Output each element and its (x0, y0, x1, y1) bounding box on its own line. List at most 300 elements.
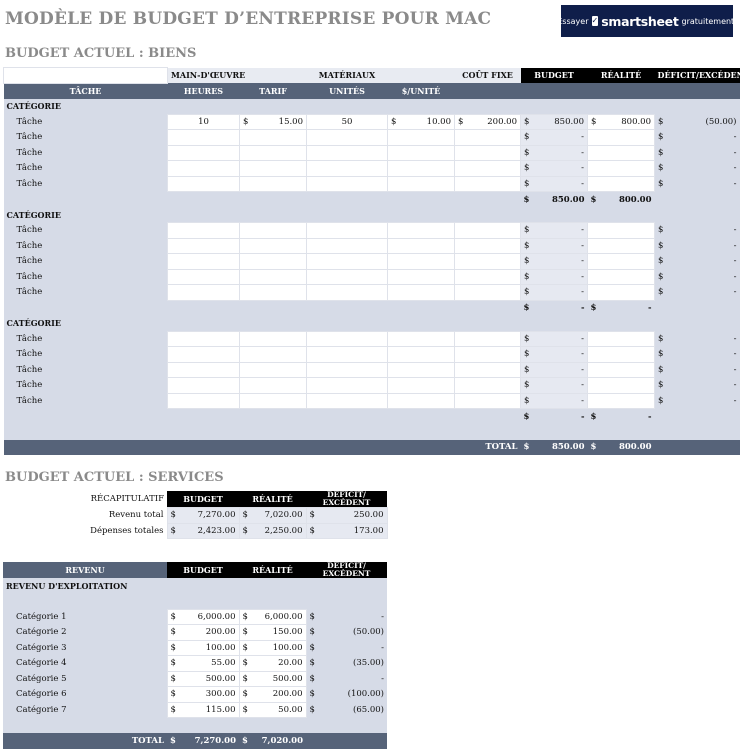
per-unit-cell[interactable] (388, 269, 455, 285)
fixed-cost-cell[interactable] (455, 254, 521, 270)
revenue-budget-header (167, 562, 239, 578)
fixed-cost-label: COÛT FIXE (462, 70, 513, 81)
per-unit-cell[interactable] (388, 285, 455, 301)
currency-symbol: $ (242, 673, 248, 684)
per-unit-col-label: $/UNITÉ (401, 85, 441, 96)
fixed-cost-cell[interactable] (455, 176, 521, 192)
task-row-label (4, 161, 168, 177)
services-section-title: BUDGET ACTUEL : SERVICES (5, 470, 224, 485)
task-label: Tâche (16, 178, 43, 189)
dash: - (733, 395, 737, 406)
dash: - (733, 240, 737, 251)
header-fill (588, 83, 655, 99)
subtotal-fill (240, 409, 307, 425)
currency-symbol: $ (524, 395, 530, 406)
spacer-fill (521, 424, 588, 440)
per-unit-cell[interactable] (388, 114, 455, 130)
revenue-budget-cell[interactable] (167, 640, 239, 656)
dash: - (733, 225, 737, 236)
summary-row-label: Dépenses totales (90, 525, 164, 536)
currency-symbol: $ (524, 256, 530, 267)
rev-deficit-value: (50.00) (353, 627, 384, 638)
currency-symbol: $ (309, 673, 315, 684)
summary-row-label: Revenu total (108, 510, 164, 521)
dash: - (733, 132, 737, 143)
revenue-actual-cell[interactable] (239, 656, 306, 672)
fixed-cost-value: 200.00 (487, 116, 517, 127)
currency-symbol: $ (309, 642, 315, 653)
dash: - (581, 147, 584, 158)
per-unit-cell[interactable] (388, 161, 455, 177)
rev-budget-value: 500.00 (205, 673, 236, 684)
units-cell[interactable] (307, 130, 388, 146)
rate-cell[interactable] (240, 238, 307, 254)
actual-cell[interactable] (588, 269, 655, 285)
fixed-cost-cell[interactable] (455, 269, 521, 285)
section-fill (306, 578, 387, 594)
spacer-fill (239, 594, 306, 610)
total-actual (588, 440, 655, 456)
dash: - (733, 333, 737, 344)
currency-symbol: $ (243, 116, 249, 127)
fixed-cost-cell[interactable] (455, 331, 521, 347)
subtotal-fill (168, 192, 240, 208)
dash: - (581, 333, 584, 344)
task-label: Tâche (16, 225, 43, 236)
budget-cell (521, 347, 588, 363)
currency-symbol: $ (391, 116, 397, 127)
currency-symbol: $ (309, 611, 315, 622)
revenue-row-label (3, 671, 167, 687)
task-row-label (4, 331, 168, 347)
fixed-cost-cell[interactable] (455, 223, 521, 239)
revenue-row-label: Catégorie 5 (16, 673, 67, 684)
budget-label: BUDGET (534, 70, 574, 81)
summary-label: RÉCAPITULATIF (90, 494, 164, 505)
category-fill (307, 316, 388, 332)
currency-symbol: $ (242, 611, 248, 622)
summary-budget-value: 7,270.00 (197, 510, 236, 521)
currency-symbol: $ (242, 510, 248, 521)
fixed-cost-cell[interactable] (455, 114, 521, 130)
rate-cell[interactable] (240, 254, 307, 270)
actual-cell[interactable] (588, 161, 655, 177)
labor-group-label: MAIN-D'ŒUVRE (171, 70, 246, 81)
currency-symbol: $ (658, 163, 664, 174)
fixed-cost-cell[interactable] (455, 285, 521, 301)
task-label: Tâche (16, 271, 43, 282)
revenue-budget-cell[interactable] (167, 702, 239, 718)
hours-cell[interactable] (168, 176, 240, 192)
subtotal-fill (655, 192, 740, 208)
task-row-label (4, 145, 168, 161)
subtotal-fill (4, 300, 168, 316)
revenue-deficit-cell (306, 656, 387, 672)
currency-symbol: $ (170, 673, 176, 684)
dash: - (733, 364, 737, 375)
currency-symbol: $ (524, 116, 530, 127)
revenue-table (3, 562, 387, 749)
currency-symbol: $ (309, 627, 315, 638)
category-fill (588, 207, 655, 223)
revenue-actual-header (239, 562, 306, 578)
category-label: CATÉGORIE (6, 318, 61, 329)
hours-cell[interactable] (168, 393, 240, 409)
revenue-budget-cell[interactable] (167, 625, 239, 641)
units-cell[interactable] (307, 269, 388, 285)
currency-symbol: $ (524, 163, 530, 174)
task-row-label (4, 378, 168, 394)
hours-cell[interactable] (168, 362, 240, 378)
category-fill (240, 207, 307, 223)
rate-cell[interactable] (240, 362, 307, 378)
deficit-cell (655, 269, 740, 285)
summary-budget-value: 2,423.00 (197, 525, 236, 536)
category-fill (588, 316, 655, 332)
section-label: REVENU D'EXPLOITATION (6, 580, 128, 591)
rev-budget-value: 6,000.00 (197, 611, 236, 622)
revenue-row-label (3, 687, 167, 703)
task-label: Tâche (16, 240, 43, 251)
currency-symbol: $ (590, 411, 597, 422)
rev-total-budget-value: 7,270.00 (194, 735, 236, 746)
task-row-label (4, 285, 168, 301)
actual-cell[interactable] (588, 176, 655, 192)
per-unit-cell[interactable] (388, 362, 455, 378)
summary-actual-label: RÉALITÉ (252, 494, 293, 504)
per-unit-cell[interactable] (388, 347, 455, 363)
revenue-actual-cell[interactable] (239, 609, 306, 625)
category-fill (240, 316, 307, 332)
rev-actual-value: 100.00 (272, 642, 303, 653)
budget-cell (521, 176, 588, 192)
rev-deficit-value: - (381, 673, 384, 684)
spacer-fill (306, 718, 387, 734)
units-cell[interactable] (307, 223, 388, 239)
revenue-actual-cell[interactable] (239, 702, 306, 718)
units-cell[interactable] (307, 393, 388, 409)
rev-deficit-value: (100.00) (347, 689, 384, 700)
category-fill (455, 99, 521, 115)
rate-cell[interactable] (240, 269, 307, 285)
units-cell[interactable] (307, 114, 388, 130)
revenue-total-actual (239, 733, 306, 749)
revenue-budget-cell[interactable] (167, 687, 239, 703)
category-fill (455, 316, 521, 332)
revenue-actual-cell[interactable] (239, 687, 306, 703)
per-unit-cell[interactable] (388, 176, 455, 192)
revenue-section-header (3, 578, 167, 594)
rev-budget-value: 200.00 (205, 627, 236, 638)
units-cell[interactable] (307, 254, 388, 270)
actual-cell[interactable] (588, 114, 655, 130)
currency-symbol: $ (658, 287, 664, 298)
per-unit-cell[interactable] (388, 331, 455, 347)
fixed-cost-cell[interactable] (455, 393, 521, 409)
subtotal-fill (455, 192, 521, 208)
category-fill (521, 207, 588, 223)
currency-symbol: $ (658, 349, 664, 360)
fixed-cost-cell[interactable] (455, 362, 521, 378)
currency-symbol: $ (523, 194, 530, 205)
spacer-fill (455, 424, 521, 440)
units-cell[interactable] (307, 176, 388, 192)
goods-budget-table (3, 67, 750, 455)
revenue-row-label: Catégorie 6 (16, 689, 67, 700)
total-label-cell (455, 440, 521, 456)
units-value: 50 (341, 116, 353, 127)
total-fill (240, 440, 307, 456)
actual-cell[interactable] (588, 145, 655, 161)
task-label: Tâche (16, 116, 43, 127)
rate-cell[interactable] (240, 285, 307, 301)
summary-actual-value: 7,020.00 (264, 510, 303, 521)
total-budget (521, 440, 588, 456)
currency-symbol: $ (242, 704, 248, 715)
section-fill (239, 578, 306, 594)
currency-symbol: $ (242, 735, 248, 746)
category-fill (168, 207, 240, 223)
rate-cell[interactable] (240, 347, 307, 363)
subtotal-actual (588, 300, 655, 316)
hours-value: 10 (198, 116, 209, 127)
rate-cell[interactable] (240, 223, 307, 239)
banner-pre-text: Essayer (557, 16, 589, 26)
hours-cell[interactable] (168, 145, 240, 161)
header-fill (655, 83, 740, 99)
rate-col-label: TARIF (259, 85, 287, 96)
rev-actual-value: 6,000.00 (264, 611, 303, 622)
total-budget-value: 850.00 (551, 442, 585, 453)
task-label: Tâche (16, 333, 43, 344)
dash: - (733, 178, 737, 189)
hours-cell[interactable] (168, 269, 240, 285)
actual-header (588, 68, 655, 84)
revenue-row-label (3, 625, 167, 641)
spacer-fill (240, 424, 307, 440)
currency-symbol: $ (524, 132, 530, 143)
revenue-actual-cell[interactable] (239, 625, 306, 641)
budget-cell (521, 254, 588, 270)
units-col-label: UNITÉS (329, 85, 365, 96)
summary-row-label (3, 523, 167, 539)
subtotal-fill (388, 409, 455, 425)
spacer-fill (4, 424, 168, 440)
currency-symbol: $ (658, 271, 664, 282)
currency-symbol: $ (524, 240, 530, 251)
hours-cell[interactable] (168, 254, 240, 270)
currency-symbol: $ (170, 689, 176, 700)
units-cell[interactable] (307, 378, 388, 394)
revenue-budget-cell[interactable] (167, 671, 239, 687)
actual-cell[interactable] (588, 238, 655, 254)
page-title: MODÈLE DE BUDGET D’ENTREPRISE POUR MAC (5, 9, 492, 29)
rev-budget-value: 100.00 (205, 642, 236, 653)
per-unit-cell[interactable] (388, 145, 455, 161)
subtotal-fill (455, 409, 521, 425)
actual-cell[interactable] (588, 393, 655, 409)
deficit-cell (655, 238, 740, 254)
hours-cell[interactable] (168, 130, 240, 146)
currency-symbol: $ (658, 364, 664, 375)
task-label: Tâche (16, 147, 43, 158)
actual-cell[interactable] (588, 254, 655, 270)
currency-symbol: $ (309, 525, 315, 536)
rate-cell[interactable] (240, 130, 307, 146)
deficit-cell (655, 223, 740, 239)
dash: - (581, 380, 584, 391)
task-row-label (4, 254, 168, 270)
banner-post-text: gratuitement. (681, 16, 737, 26)
units-cell[interactable] (307, 331, 388, 347)
units-cell[interactable] (307, 238, 388, 254)
rate-cell[interactable] (240, 331, 307, 347)
rate-cell[interactable] (240, 393, 307, 409)
rate-cell[interactable] (240, 161, 307, 177)
currency-symbol: $ (523, 303, 530, 313)
spacer-fill (167, 718, 239, 734)
summary-budget-label: BUDGET (183, 494, 223, 504)
task-label: Tâche (16, 395, 43, 406)
category-fill (307, 207, 388, 223)
hours-cell[interactable] (168, 378, 240, 394)
revenue-budget-cell[interactable] (167, 609, 239, 625)
currency-symbol: $ (242, 658, 248, 669)
currency-symbol: $ (524, 364, 530, 375)
summary-title (3, 491, 167, 508)
rate-cell[interactable] (240, 145, 307, 161)
actual-cell[interactable] (588, 130, 655, 146)
per-unit-cell[interactable] (388, 130, 455, 146)
actual-cell[interactable] (588, 378, 655, 394)
budget-cell (521, 378, 588, 394)
per-unit-cell[interactable] (388, 254, 455, 270)
actual-cell[interactable] (588, 347, 655, 363)
deficit-cell (655, 145, 740, 161)
spacer-fill (588, 424, 655, 440)
hours-cell[interactable] (168, 161, 240, 177)
deficit-cell (655, 331, 740, 347)
currency-symbol: $ (170, 704, 176, 715)
per-unit-cell[interactable] (388, 223, 455, 239)
per-unit-cell[interactable] (388, 238, 455, 254)
task-label: Tâche (16, 256, 43, 267)
hours-col-label: HEURES (183, 85, 224, 96)
summary-deficit-label: DÉFICIT/ EXCÉDENT (322, 490, 371, 507)
currency-symbol: $ (658, 178, 664, 189)
actual-value: 800.00 (621, 116, 651, 127)
task-row-label (4, 114, 168, 130)
task-col-label: TÂCHE (69, 86, 102, 96)
rev-actual-value: 20.00 (278, 658, 303, 669)
fixed-cost-cell[interactable] (455, 238, 521, 254)
revenue-deficit-cell (306, 702, 387, 718)
dash: - (581, 395, 584, 406)
per-unit-cell[interactable] (388, 378, 455, 394)
summary-actual-cell (239, 523, 306, 539)
revenue-row-label: Catégorie 7 (16, 704, 67, 715)
currency-symbol: $ (170, 658, 176, 669)
fixed-cost-cell[interactable] (455, 347, 521, 363)
revenue-actual-cell[interactable] (239, 640, 306, 656)
fixed-cost-cell[interactable] (455, 145, 521, 161)
subtotal-actual (588, 192, 655, 208)
hours-cell[interactable] (168, 331, 240, 347)
actual-cell[interactable] (588, 331, 655, 347)
hours-cell[interactable] (168, 347, 240, 363)
currency-symbol: $ (242, 642, 248, 653)
revenue-deficit-cell (306, 609, 387, 625)
hours-cell[interactable] (168, 285, 240, 301)
revenue-total-fill (306, 733, 387, 749)
units-cell[interactable] (307, 347, 388, 363)
units-cell[interactable] (307, 161, 388, 177)
units-cell[interactable] (307, 362, 388, 378)
task-label: Tâche (16, 132, 43, 143)
rate-cell[interactable] (240, 378, 307, 394)
actual-label: RÉALITÉ (600, 70, 642, 81)
revenue-row-label (3, 656, 167, 672)
rev-deficit-label: DÉFICIT/ EXCÉDENT (322, 561, 371, 578)
revenue-actual-cell[interactable] (239, 671, 306, 687)
spacer-fill (168, 424, 240, 440)
total-fill (307, 440, 388, 456)
units-cell[interactable] (307, 285, 388, 301)
subtotal-fill (168, 300, 240, 316)
subtotal-actual (588, 409, 655, 425)
rev-budget-value: 300.00 (205, 689, 236, 700)
fixed-cost-cell[interactable] (455, 161, 521, 177)
section-fill (167, 578, 239, 594)
summary-budget-cell (167, 523, 239, 539)
actual-cell[interactable] (588, 362, 655, 378)
hours-cell[interactable] (168, 114, 240, 130)
category-fill (455, 207, 521, 223)
subtotal-fill (455, 300, 521, 316)
revenue-label: REVENU (65, 565, 105, 575)
hours-cell[interactable] (168, 238, 240, 254)
hours-cell[interactable] (168, 223, 240, 239)
fixed-cost-cell[interactable] (455, 130, 521, 146)
rev-budget-label: BUDGET (183, 565, 223, 575)
task-label: Tâche (16, 349, 43, 360)
rate-cell[interactable] (240, 176, 307, 192)
fixed-cost-cell[interactable] (455, 378, 521, 394)
smartsheet-trial-banner[interactable] (557, 5, 737, 37)
deficit-cell (655, 130, 740, 146)
subtotal-fill (240, 300, 307, 316)
task-row-label (4, 223, 168, 239)
rev-deficit-value: - (381, 642, 384, 653)
budget-cell (521, 223, 588, 239)
total-label: TOTAL (485, 442, 518, 453)
actual-cell[interactable] (588, 285, 655, 301)
per-unit-cell[interactable] (388, 393, 455, 409)
rate-column-header (240, 83, 307, 99)
rev-actual-value: 50.00 (278, 704, 303, 715)
rate-cell[interactable] (240, 114, 307, 130)
actual-cell[interactable] (588, 223, 655, 239)
units-cell[interactable] (307, 145, 388, 161)
subtotal-budget (521, 192, 588, 208)
header-fill (455, 83, 521, 99)
labor-group-header (168, 68, 246, 84)
budget-cell (521, 362, 588, 378)
currency-symbol: $ (523, 442, 530, 453)
category-header (4, 99, 168, 115)
currency-symbol: $ (170, 642, 176, 653)
revenue-budget-cell[interactable] (167, 656, 239, 672)
